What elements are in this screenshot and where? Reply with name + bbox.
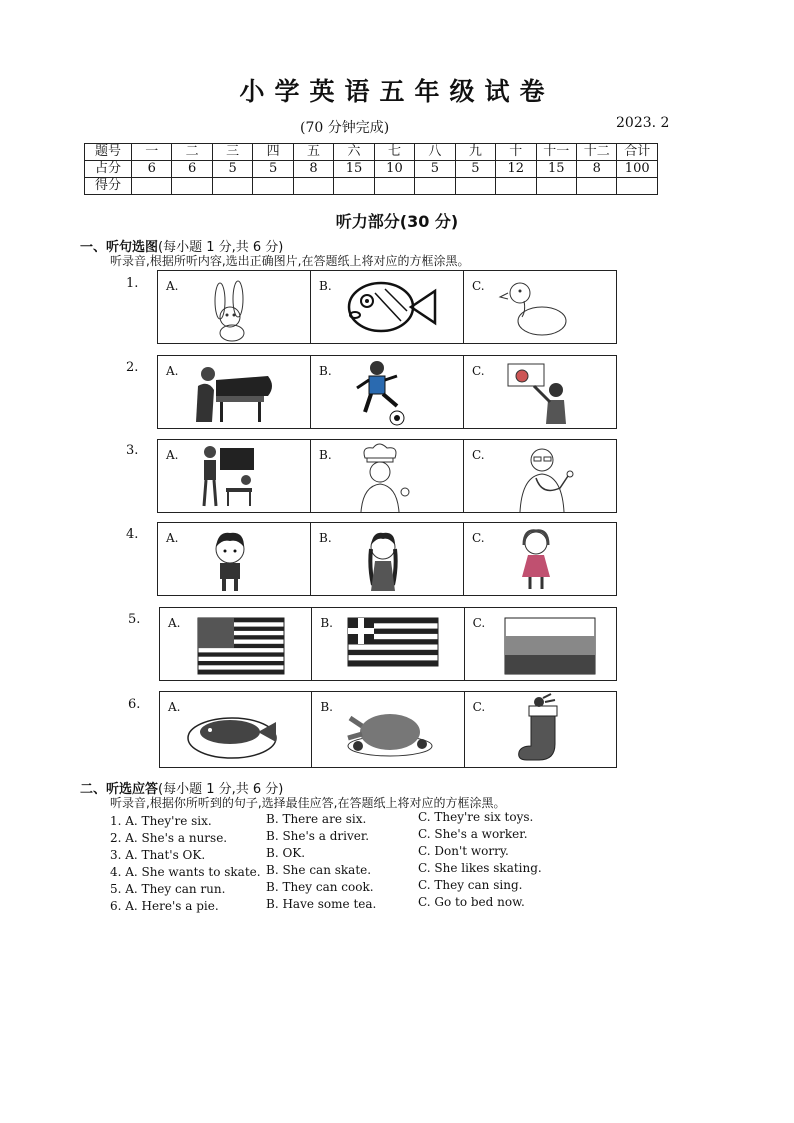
usa-flag-icon: [160, 608, 313, 680]
rabbit-icon: [158, 271, 311, 343]
option-a[interactable]: [160, 692, 312, 767]
exam-title: 小学英语五年级试卷: [239, 77, 555, 106]
option-label: A.: [166, 279, 179, 293]
score-cell[interactable]: [172, 178, 212, 195]
answer-option-c: C. They're six toys.: [418, 810, 534, 824]
row-label: 占分: [85, 161, 132, 178]
option-a[interactable]: [158, 440, 311, 512]
duck-icon: [464, 271, 617, 343]
question-3-options: [157, 439, 617, 513]
part2-heading-text: 二、听选应答: [80, 782, 159, 797]
points-cell: 8: [293, 161, 333, 178]
score-cell[interactable]: [576, 178, 616, 195]
column-header: 十二: [576, 144, 616, 161]
option-b[interactable]: [312, 692, 464, 767]
option-label: A.: [168, 616, 181, 630]
option-b[interactable]: [311, 523, 464, 595]
christmas-stocking-icon: [465, 692, 618, 767]
option-label: A.: [166, 448, 179, 462]
fish-icon: [311, 271, 464, 343]
option-c[interactable]: [465, 608, 616, 680]
fish-dish-icon: [160, 692, 313, 767]
score-cell[interactable]: [334, 178, 374, 195]
teacher-icon: [158, 440, 311, 512]
part2-heading-note: (每小题 1 分,共 6 分): [158, 782, 284, 797]
option-label: A.: [166, 364, 179, 378]
answer-option-b: B. There are six.: [266, 812, 367, 826]
column-header: 七: [374, 144, 414, 161]
column-header: 二: [172, 144, 212, 161]
column-header: 八: [415, 144, 455, 161]
answer-option-a: 5. A. They can run.: [110, 882, 226, 896]
piano-player-icon: [158, 356, 311, 428]
column-header: 十一: [536, 144, 576, 161]
greece-flag-icon: [312, 608, 465, 680]
score-cell[interactable]: [293, 178, 333, 195]
cook-icon: [311, 440, 464, 512]
answer-option-b: B. She's a driver.: [266, 829, 370, 843]
score-cell[interactable]: [496, 178, 536, 195]
basketball-player-icon: [464, 356, 617, 428]
question-number: 2.: [126, 360, 139, 375]
girl-braids-icon: [311, 523, 464, 595]
roast-turkey-icon: [312, 692, 465, 767]
answer-option-a: 2. A. She's a nurse.: [110, 831, 228, 845]
option-c[interactable]: [464, 523, 616, 595]
option-c[interactable]: [464, 271, 616, 343]
question-5-options: [159, 607, 617, 681]
option-label: C.: [472, 279, 485, 293]
score-table-row-score: [85, 178, 658, 195]
column-header: 九: [455, 144, 495, 161]
score-cell[interactable]: [132, 178, 172, 195]
option-b[interactable]: [311, 440, 464, 512]
option-label: B.: [320, 616, 333, 630]
points-cell: 5: [415, 161, 455, 178]
points-cell: 12: [496, 161, 536, 178]
option-label: C.: [472, 700, 486, 714]
option-c[interactable]: [464, 440, 616, 512]
points-cell: 8: [576, 161, 616, 178]
question-number: 1.: [126, 276, 139, 291]
boy-icon: [158, 523, 311, 595]
score-cell[interactable]: [415, 178, 455, 195]
points-cell: 5: [455, 161, 495, 178]
question-number: 3.: [126, 443, 139, 458]
striped-flag-icon: [465, 608, 618, 680]
answer-option-c: C. Go to bed now.: [418, 895, 525, 909]
football-player-icon: [311, 356, 464, 428]
answer-option-c: C. Don't worry.: [418, 844, 509, 858]
part1-heading-text: 一、听句选图: [80, 240, 159, 255]
question-number: 6.: [128, 697, 141, 712]
points-cell: 5: [212, 161, 252, 178]
score-cell[interactable]: [374, 178, 414, 195]
option-c[interactable]: [464, 356, 616, 428]
points-cell: 15: [334, 161, 374, 178]
part1-instruction: 听录音,根据所听内容,选出正确图片,在答题纸上将对应的方框涂黑。: [110, 254, 470, 268]
score-cell[interactable]: [536, 178, 576, 195]
answer-option-a: 1. A. They're six.: [110, 814, 212, 828]
column-header: 四: [253, 144, 293, 161]
answer-option-c: C. They can sing.: [418, 878, 523, 892]
answer-option-b: B. She can skate.: [266, 863, 372, 877]
question-6-options: [159, 691, 617, 768]
part1-heading-note: (每小题 1 分,共 6 分): [158, 240, 284, 255]
row-label: 题号: [85, 144, 132, 161]
answer-option-a: 3. A. That's OK.: [110, 848, 206, 862]
part2-instruction: 听录音,根据你所听到的句子,选择最佳应答,在答题纸上将对应的方框涂黑。: [110, 796, 506, 810]
points-cell: 10: [374, 161, 414, 178]
score-table-row-number: [85, 144, 658, 161]
option-label: B.: [319, 364, 332, 378]
answer-option-b: B. OK.: [266, 846, 306, 860]
score-table-row-points: [85, 161, 658, 178]
points-cell: 6: [172, 161, 212, 178]
column-header: 五: [293, 144, 333, 161]
option-label: C.: [472, 448, 485, 462]
score-cell[interactable]: [455, 178, 495, 195]
points-cell: 15: [536, 161, 576, 178]
option-a[interactable]: [158, 523, 311, 595]
option-label: B.: [319, 448, 332, 462]
score-cell[interactable]: [212, 178, 252, 195]
option-b[interactable]: [312, 608, 464, 680]
score-cell[interactable]: [617, 178, 658, 195]
option-b[interactable]: [311, 356, 464, 428]
question-number: 5.: [128, 612, 141, 627]
column-header: 十: [496, 144, 536, 161]
girl-dress-icon: [464, 523, 617, 595]
option-c[interactable]: [465, 692, 616, 767]
column-header: 六: [334, 144, 374, 161]
option-label: B.: [320, 700, 333, 714]
option-label: B.: [319, 279, 332, 293]
option-label: C.: [472, 531, 485, 545]
points-cell: 5: [253, 161, 293, 178]
option-label: B.: [319, 531, 332, 545]
column-header: 三: [212, 144, 252, 161]
column-header: 一: [132, 144, 172, 161]
row-label: 得分: [85, 178, 132, 195]
exam-duration: (70 分钟完成): [300, 120, 390, 136]
option-a[interactable]: [158, 271, 311, 343]
question-4-options: [157, 522, 617, 596]
exam-date: 2023. 2: [616, 115, 670, 131]
answer-option-a: 6. A. Here's a pie.: [110, 899, 219, 913]
option-label: C.: [472, 616, 486, 630]
doctor-icon: [464, 440, 617, 512]
score-cell[interactable]: [253, 178, 293, 195]
option-label: C.: [472, 364, 485, 378]
question-1-options: [157, 270, 617, 344]
points-cell: 100: [617, 161, 658, 178]
question-number: 4.: [126, 527, 139, 542]
answer-option-c: C. She likes skating.: [418, 861, 542, 875]
answer-option-c: C. She's a worker.: [418, 827, 528, 841]
option-label: A.: [168, 700, 181, 714]
score-table: [84, 143, 658, 195]
answer-option-b: B. They can cook.: [266, 880, 374, 894]
answer-option-a: 4. A. She wants to skate.: [110, 865, 261, 879]
column-header: 合计: [617, 144, 658, 161]
option-b[interactable]: [311, 271, 464, 343]
listening-section-title: 听力部分(30 分): [335, 212, 459, 231]
option-a[interactable]: [160, 608, 312, 680]
question-2-options: [157, 355, 617, 429]
option-label: A.: [166, 531, 179, 545]
answer-option-b: B. Have some tea.: [266, 897, 377, 911]
points-cell: 6: [132, 161, 172, 178]
option-a[interactable]: [158, 356, 311, 428]
